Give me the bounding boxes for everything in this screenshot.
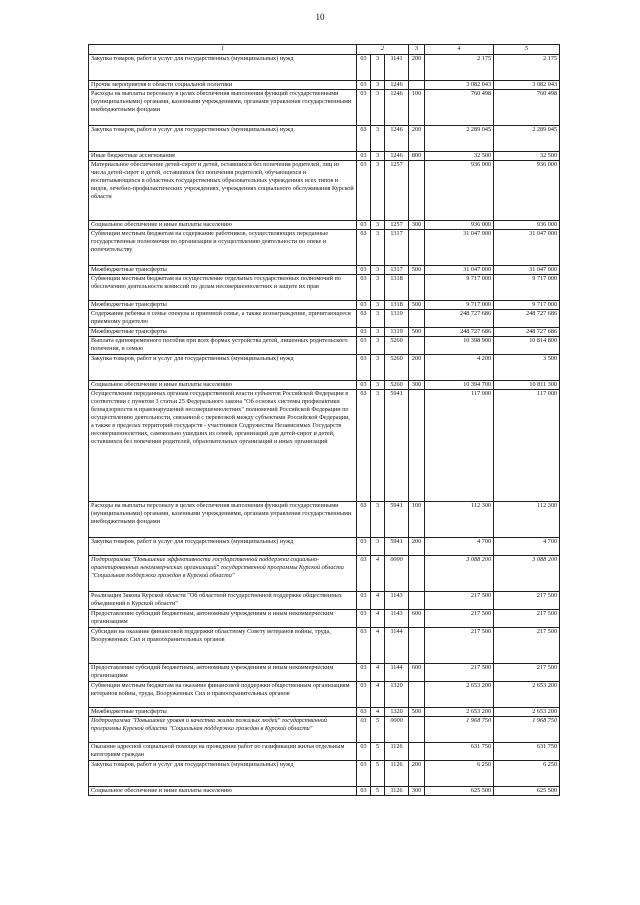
row-subsection: 3: [371, 90, 385, 126]
row-article: 0000: [385, 717, 409, 743]
row-section: 03: [357, 381, 371, 390]
row-section: 03: [357, 301, 371, 310]
row-article: 1126: [385, 761, 409, 787]
row-section: 03: [357, 81, 371, 90]
row-name: Иные бюджетные ассигнования: [89, 152, 357, 161]
row-amount-year-1: 760 498: [425, 90, 494, 126]
row-amount-year-2: 4 700: [494, 538, 560, 556]
row-amount-year-2: 217 500: [494, 628, 560, 664]
row-subsection: 5: [371, 787, 385, 796]
row-section: 03: [357, 230, 371, 266]
row-article: 1143: [385, 610, 409, 628]
row-amount-year-1: 2 653 200: [425, 682, 494, 708]
row-expense-type: 200: [409, 355, 425, 381]
row-article: 1257: [385, 161, 409, 221]
row-subsection: 3: [371, 301, 385, 310]
table-row: [89, 126, 560, 152]
row-amount-year-2: 2 653 200: [494, 708, 560, 717]
row-amount-year-2: 217 500: [494, 592, 560, 610]
row-article: 1319: [385, 310, 409, 328]
table-row: [89, 502, 560, 538]
row-subsection: 5: [371, 717, 385, 743]
row-expense-type: [409, 310, 425, 328]
row-subsection: 3: [371, 355, 385, 381]
header-type: 3: [409, 45, 425, 55]
row-article: 0000: [385, 556, 409, 592]
row-article: 1246: [385, 152, 409, 161]
row-article: 5941: [385, 538, 409, 556]
row-subsection: 4: [371, 592, 385, 610]
row-name: Предоставление субсидий бюджетным, автономным учреждениям и иным некоммерческим организациям: [89, 610, 357, 628]
row-article: 1320: [385, 708, 409, 717]
row-article: 1318: [385, 275, 409, 301]
row-subsection: 3: [371, 337, 385, 355]
header-code: 2: [357, 45, 409, 55]
table-row: [89, 628, 560, 664]
row-amount-year-2: 631 750: [494, 743, 560, 761]
row-article: 1144: [385, 628, 409, 664]
row-subsection: 3: [371, 390, 385, 502]
row-expense-type: 500: [409, 708, 425, 717]
row-amount-year-1: 2 289 045: [425, 126, 494, 152]
row-amount-year-1: 31 047 000: [425, 266, 494, 275]
row-name: Выплата единовременного пособия при всех формах устройства детей, лишенных родительского попечения, в семью: [89, 337, 357, 355]
row-amount-year-1: 936 000: [425, 161, 494, 221]
row-expense-type: 100: [409, 90, 425, 126]
row-amount-year-2: 9 717 000: [494, 301, 560, 310]
table-row: [89, 328, 560, 337]
row-amount-year-1: 32 500: [425, 152, 494, 161]
row-amount-year-1: 9 717 000: [425, 301, 494, 310]
table-row: [89, 152, 560, 161]
row-amount-year-1: 4 700: [425, 538, 494, 556]
row-expense-type: 300: [409, 787, 425, 796]
row-amount-year-2: 3 500: [494, 355, 560, 381]
row-name: Межбюджетные трансферты: [89, 328, 357, 337]
row-name: Субвенции местным бюджетам на оказание финансовой поддержки общественным организациям ветеранов войны, труда, Вооруженных Сил и правоохранительных органов: [89, 682, 357, 708]
row-amount-year-1: 3 082 043: [425, 81, 494, 90]
row-section: 03: [357, 708, 371, 717]
row-name: Закупка товаров, работ и услуг для государственных (муниципальных) нужд: [89, 126, 357, 152]
row-subsection: 3: [371, 161, 385, 221]
row-name: Межбюджетные трансферты: [89, 301, 357, 310]
row-section: 03: [357, 221, 371, 230]
table-row: [89, 787, 560, 796]
row-amount-year-2: 6 250: [494, 761, 560, 787]
row-article: 5260: [385, 381, 409, 390]
row-amount-year-1: 625 500: [425, 787, 494, 796]
row-amount-year-1: 2 653 200: [425, 708, 494, 717]
row-expense-type: 500: [409, 301, 425, 310]
table-row: [89, 337, 560, 355]
row-amount-year-2: 248 727 686: [494, 310, 560, 328]
row-section: 03: [357, 337, 371, 355]
row-amount-year-1: 248 727 686: [425, 310, 494, 328]
row-amount-year-2: 3 082 043: [494, 81, 560, 90]
header-year-1: 4: [425, 45, 494, 55]
page-number: 10: [315, 12, 325, 22]
row-subsection: 3: [371, 275, 385, 301]
row-subsection: 4: [371, 610, 385, 628]
row-name: Расходы на выплаты персоналу в целях обеспечения выполнения функций государственными (муниципальными) органами, казенными учреждениями, органами управления государственными внебюджетными фондами: [89, 502, 357, 538]
row-section: 03: [357, 761, 371, 787]
table-row: [89, 390, 560, 502]
row-amount-year-1: 112 300: [425, 502, 494, 538]
header-row: [89, 45, 560, 55]
header-year-2: 5: [494, 45, 560, 55]
row-amount-year-1: 10 394 700: [425, 381, 494, 390]
row-amount-year-1: 10 398 900: [425, 337, 494, 355]
row-name: Предоставление субсидий бюджетным, автономным учреждениям и иным некоммерческим организациям: [89, 664, 357, 682]
row-expense-type: [409, 390, 425, 502]
row-subsection: 3: [371, 152, 385, 161]
row-amount-year-1: 2 175: [425, 55, 494, 81]
row-expense-type: [409, 592, 425, 610]
row-section: 03: [357, 538, 371, 556]
table-row: [89, 708, 560, 717]
table-row: [89, 275, 560, 301]
row-name: Социальное обеспечение и иные выплаты населению: [89, 787, 357, 796]
row-article: 5941: [385, 390, 409, 502]
row-article: 1126: [385, 787, 409, 796]
row-amount-year-2: 2 653 200: [494, 682, 560, 708]
row-subsection: 4: [371, 556, 385, 592]
row-section: 03: [357, 787, 371, 796]
row-name: Расходы на выплаты персоналу в целях обеспечения выполнения функций государственными (муниципальными) органами, казенными учреждениями, органами управления государственными внебюджетными фондами: [89, 90, 357, 126]
header-name: 1: [89, 45, 357, 55]
row-subsection: 3: [371, 55, 385, 81]
row-section: 03: [357, 310, 371, 328]
row-amount-year-2: 9 717 000: [494, 275, 560, 301]
row-section: 03: [357, 628, 371, 664]
row-expense-type: [409, 556, 425, 592]
row-amount-year-2: 217 500: [494, 610, 560, 628]
row-amount-year-1: 1 968 750: [425, 717, 494, 743]
row-expense-type: [409, 717, 425, 743]
row-amount-year-1: 217 500: [425, 610, 494, 628]
row-name: Закупка товаров, работ и услуг для государственных (муниципальных) нужд: [89, 55, 357, 81]
row-name: Межбюджетные трансферты: [89, 708, 357, 717]
row-name: Реализация Закона Курской области "Об областной государственной поддержке общественных объединений в Курской области": [89, 592, 357, 610]
row-subsection: 5: [371, 761, 385, 787]
row-expense-type: 200: [409, 538, 425, 556]
row-article: 1319: [385, 328, 409, 337]
row-amount-year-2: 31 047 000: [494, 230, 560, 266]
row-name: Прочие мероприятия в области социальной политики: [89, 81, 357, 90]
row-article: 1246: [385, 90, 409, 126]
table-row: [89, 266, 560, 275]
table-row: [89, 355, 560, 381]
row-expense-type: [409, 275, 425, 301]
row-amount-year-2: 10 811 300: [494, 381, 560, 390]
row-article: 5260: [385, 337, 409, 355]
row-section: 03: [357, 390, 371, 502]
row-amount-year-1: 217 500: [425, 628, 494, 664]
table-row: [89, 81, 560, 90]
row-amount-year-1: 31 047 000: [425, 230, 494, 266]
row-name: Подпрограмма "Повышение уровня и качества жизни пожилых людей" государственной программы Курской области "Социальная поддержка граждан в Курской области": [89, 717, 357, 743]
row-amount-year-1: 936 000: [425, 221, 494, 230]
row-amount-year-2: 760 498: [494, 90, 560, 126]
row-subsection: 5: [371, 743, 385, 761]
row-expense-type: [409, 743, 425, 761]
row-subsection: 3: [371, 81, 385, 90]
row-section: 03: [357, 664, 371, 682]
row-section: 03: [357, 126, 371, 152]
budget-table: [88, 44, 560, 796]
row-subsection: 3: [371, 266, 385, 275]
table-row: [89, 90, 560, 126]
row-subsection: 3: [371, 126, 385, 152]
row-amount-year-2: 2 289 045: [494, 126, 560, 152]
table-row: [89, 221, 560, 230]
row-subsection: 3: [371, 221, 385, 230]
table-row: [89, 161, 560, 221]
row-expense-type: 200: [409, 761, 425, 787]
row-name: Социальное обеспечение и иные выплаты населению: [89, 221, 357, 230]
row-name: Оказание адресной социальной помощи на проведение работ по газификации жилья отдельным категориям граждан: [89, 743, 357, 761]
row-amount-year-1: 248 727 686: [425, 328, 494, 337]
row-expense-type: 800: [409, 152, 425, 161]
row-amount-year-2: 10 814 800: [494, 337, 560, 355]
row-section: 03: [357, 355, 371, 381]
table-row: [89, 381, 560, 390]
row-subsection: 3: [371, 538, 385, 556]
row-subsection: 3: [371, 230, 385, 266]
row-amount-year-1: 6 250: [425, 761, 494, 787]
row-amount-year-1: 9 717 000: [425, 275, 494, 301]
row-article: 1317: [385, 266, 409, 275]
row-amount-year-1: 117 000: [425, 390, 494, 502]
table-row: [89, 538, 560, 556]
row-amount-year-1: 631 750: [425, 743, 494, 761]
row-name: Осуществление переданных органам государственной власти субъектов Российской Федерации в соответствии с пунктом 3 статьи 25 Федерального закона "Об основах системы профилактики безнадзорности и правонарушений несовершеннолетних" полномочий Российской Федерации по осуществлению деятельности, связанной с перевозкой между субъектами Российской Федерации, а также в пределах территорий государств - участников Содружества Независимых Государств несовершеннолетних, самовольно ушедших из семей, организаций для детей-сирот и детей, оставшихся без попечения родителей, образовательных организаций и иных организаций: [89, 390, 357, 502]
row-article: 1318: [385, 301, 409, 310]
row-section: 03: [357, 161, 371, 221]
row-name: Закупка товаров, работ и услуг для государственных (муниципальных) нужд: [89, 538, 357, 556]
row-amount-year-2: 1 968 750: [494, 717, 560, 743]
table-row: [89, 682, 560, 708]
row-name: Межбюджетные трансферты: [89, 266, 357, 275]
row-expense-type: 600: [409, 664, 425, 682]
table-row: [89, 761, 560, 787]
row-subsection: 4: [371, 664, 385, 682]
row-expense-type: [409, 337, 425, 355]
row-amount-year-2: 112 300: [494, 502, 560, 538]
row-subsection: 3: [371, 310, 385, 328]
row-section: 03: [357, 502, 371, 538]
table-row: [89, 717, 560, 743]
row-subsection: 4: [371, 708, 385, 717]
row-expense-type: 500: [409, 328, 425, 337]
row-expense-type: [409, 161, 425, 221]
row-name: Содержание ребенка в семье опекуна и приемной семье, а также вознаграждение, причитающееся приемному родителю: [89, 310, 357, 328]
row-name: Закупка товаров, работ и услуг для государственных (муниципальных) нужд: [89, 355, 357, 381]
table-row: [89, 230, 560, 266]
row-subsection: 4: [371, 628, 385, 664]
table-row: [89, 55, 560, 81]
row-expense-type: 500: [409, 266, 425, 275]
row-article: 5941: [385, 502, 409, 538]
row-amount-year-1: 217 500: [425, 592, 494, 610]
row-expense-type: 200: [409, 55, 425, 81]
row-amount-year-1: 3 088 200: [425, 556, 494, 592]
row-name: Субвенции местным бюджетам на осуществление отдельных государственных полномочий по обеспечению деятельности комиссий по делам несовершеннолетних и защите их прав: [89, 275, 357, 301]
row-subsection: 3: [371, 381, 385, 390]
row-article: 1320: [385, 682, 409, 708]
table-row: [89, 592, 560, 610]
row-expense-type: 200: [409, 126, 425, 152]
row-amount-year-1: 4 200: [425, 355, 494, 381]
row-subsection: 4: [371, 682, 385, 708]
row-amount-year-2: 32 500: [494, 152, 560, 161]
row-section: 03: [357, 682, 371, 708]
row-article: 1246: [385, 81, 409, 90]
row-subsection: 3: [371, 502, 385, 538]
table-row: [89, 664, 560, 682]
row-section: 03: [357, 275, 371, 301]
row-amount-year-2: 625 500: [494, 787, 560, 796]
row-amount-year-2: 3 088 200: [494, 556, 560, 592]
row-section: 03: [357, 328, 371, 337]
row-amount-year-2: 936 000: [494, 161, 560, 221]
row-section: 03: [357, 610, 371, 628]
row-expense-type: 300: [409, 221, 425, 230]
row-expense-type: 300: [409, 381, 425, 390]
row-name: Подпрограмма "Повышение эффективности государственной поддержки социально-ориентированных некоммерческих организаций" государственной программы Курской области "Социальная поддержка граждан в Курской области": [89, 556, 357, 592]
row-section: 03: [357, 556, 371, 592]
row-expense-type: [409, 628, 425, 664]
row-subsection: 3: [371, 328, 385, 337]
row-expense-type: [409, 230, 425, 266]
row-article: 1317: [385, 230, 409, 266]
row-amount-year-2: 117 000: [494, 390, 560, 502]
row-amount-year-2: 31 047 000: [494, 266, 560, 275]
row-amount-year-2: 2 175: [494, 55, 560, 81]
table-row: [89, 301, 560, 310]
row-article: 1257: [385, 221, 409, 230]
table-row: [89, 743, 560, 761]
row-amount-year-2: 248 727 686: [494, 328, 560, 337]
row-name: Закупка товаров, работ и услуг для государственных (муниципальных) нужд: [89, 761, 357, 787]
row-name: Субвенции местным бюджетам на содержание работников, осуществляющих переданные государственные полномочия по организации и осуществлению деятельности по опеке и попечительству: [89, 230, 357, 266]
table-row: [89, 610, 560, 628]
table-row: [89, 556, 560, 592]
row-article: 5260: [385, 355, 409, 381]
row-section: 03: [357, 717, 371, 743]
row-section: 03: [357, 90, 371, 126]
table-body: [89, 55, 560, 796]
row-section: 03: [357, 152, 371, 161]
row-article: 1141: [385, 55, 409, 81]
row-name: Социальное обеспечение и иные выплаты населению: [89, 381, 357, 390]
row-amount-year-1: 217 500: [425, 664, 494, 682]
row-article: 1246: [385, 126, 409, 152]
row-name: Субсидии на оказание финансовой поддержки областному Совету ветеранов войны, труда, Вооруженных Сил и правоохранительных органов: [89, 628, 357, 664]
row-article: 1143: [385, 592, 409, 610]
row-section: 03: [357, 55, 371, 81]
row-expense-type: [409, 682, 425, 708]
row-amount-year-2: 936 000: [494, 221, 560, 230]
row-article: 1144: [385, 664, 409, 682]
row-section: 03: [357, 743, 371, 761]
row-section: 03: [357, 592, 371, 610]
row-section: 03: [357, 266, 371, 275]
row-name: Материальное обеспечение детей-сирот и детей, оставшихся без попечения родителей, лиц из числа детей-сирот и детей, оставшихся без попечения родителей, обучающихся и воспитывающихся в областных государственных образовательных учреждениях всех типов и видов, лечебно-профилактических учреждениях, учреждениях социального обслуживания Курской области: [89, 161, 357, 221]
table-row: [89, 310, 560, 328]
row-expense-type: 600: [409, 610, 425, 628]
row-expense-type: [409, 81, 425, 90]
row-amount-year-2: 217 500: [494, 664, 560, 682]
row-expense-type: 100: [409, 502, 425, 538]
row-article: 1126: [385, 743, 409, 761]
